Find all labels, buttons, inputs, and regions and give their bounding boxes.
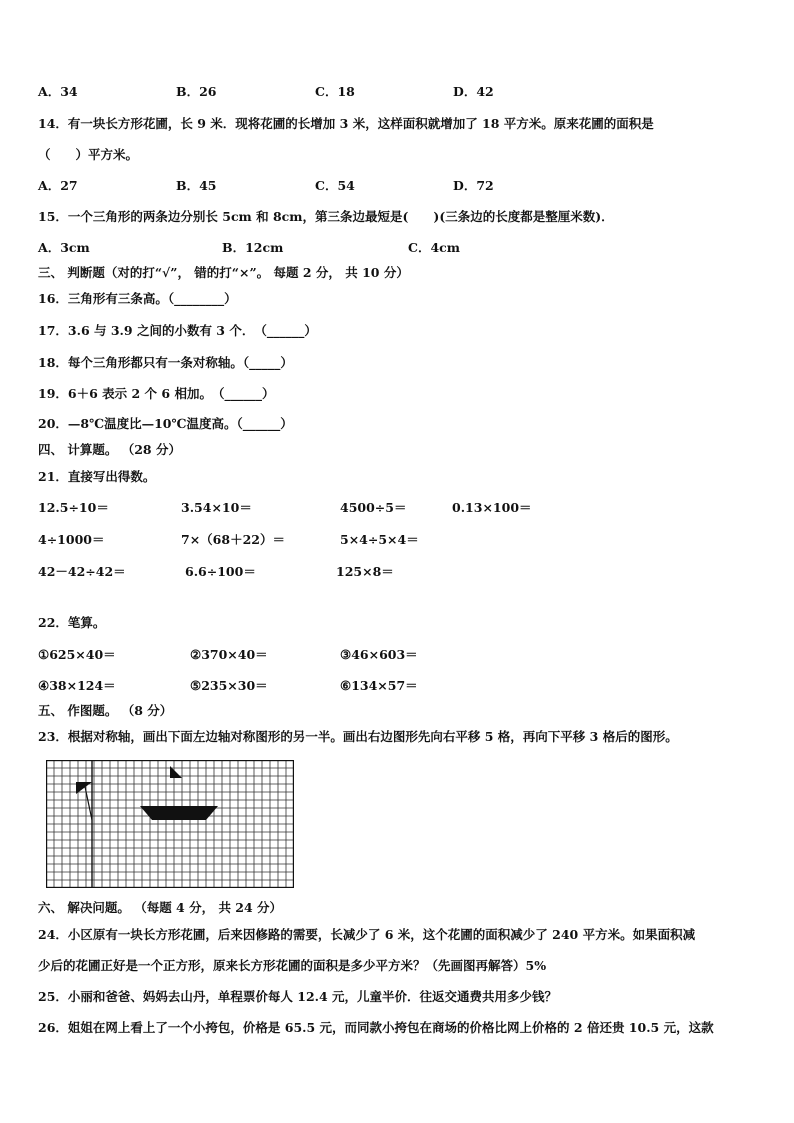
q24-line-2: 少后的花圃正好是一个正方形，原来长方形花圃的面积是多少平方米？（先画图再解答）5% [38,958,547,973]
judge-item-19: 19．6＋6 表示 2 个 6 相加。 （______） [38,386,275,401]
section-3-heading: 三、 判断题（对的打“√”， 错的打“×”。 每题 2 分， 共 10 分） [38,265,409,280]
calc-item: 12.5÷10＝ [38,500,109,515]
q24-line-1: 24．小区原有一块长方形花圃，后来因修路的需要，长减少了 6 米，这个花圃的面积减少了 240 平方米。如果面积减 [38,927,696,942]
calc-item: 42－42÷42＝ [38,564,126,579]
bisuan-item: ⑥134×57＝ [340,678,418,693]
section-5-heading: 五、 作图题。 （8 分） [38,703,173,718]
calc-item: 4500÷5＝ [340,500,407,515]
judge-item-18: 18．每个三角形都只有一条对称轴。（_____） [38,355,293,370]
calc-item: 7×（68＋22）＝ [181,532,285,547]
q14-option-b: B．45 [176,178,217,193]
q22-title: 22．笔算。 [38,615,106,630]
bisuan-item: ①625×40＝ [38,647,116,662]
section-4-heading: 四、 计算题。 （28 分） [38,442,181,457]
section-6-heading: 六、 解决问题。 （每题 4 分， 共 24 分） [38,900,283,915]
judge-item-17: 17．3.6 与 3.9 之间的小数有 3 个． （______） [38,323,317,338]
q23-stem: 23．根据对称轴，画出下面左边轴对称图形的另一半。画出右边图形先向右平移 5 格，再向下平移 3 格后的图形。 [38,729,678,744]
drawing-grid [46,760,294,892]
q13-option-c: C．18 [315,84,355,99]
left-figure-slant-line [84,782,92,820]
calc-item: 125×8＝ [336,564,394,579]
calc-item: 4÷1000＝ [38,532,105,547]
bisuan-item: ④38×124＝ [38,678,116,693]
calc-item: 0.13×100＝ [452,500,532,515]
q25-stem: 25．小丽和爸爸、妈妈去山丹，单程票价每人 12.4 元，儿童半价．往返交通费共用多少钱？ [38,989,558,1004]
q15-option-b: B．12cm [222,240,284,255]
q15-option-a: A．3cm [38,240,90,255]
q14-option-a: A．27 [38,178,78,193]
judge-item-16: 16．三角形有三条高。（________） [38,291,237,306]
calc-item: 3.54×10＝ [181,500,252,515]
judge-item-20: 20．—8℃温度比—10℃温度高。（______） [38,416,293,431]
q13-option-b: B．26 [176,84,217,99]
bisuan-item: ⑤235×30＝ [190,678,268,693]
q14-stem: 14．有一块长方形花圃，长 9 米．现将花圃的长增加 3 米，这样面积就增加了 18 平方米。原来花圃的面积是 [38,116,654,131]
q13-option-d: D．42 [453,84,494,99]
q15-stem: 15．一个三角形的两条边分别长 5cm 和 8cm，第三条边最短是( )(三条边的长度都是整厘米数)． [38,209,614,224]
q14-option-d: D．72 [453,178,494,193]
q14-stem-2: （ ）平方米。 [38,147,139,162]
bisuan-item: ③46×603＝ [340,647,418,662]
q26-stem: 26．姐姐在网上看上了一个小挎包，价格是 65.5 元，而同款小挎包在商场的价格比网上价格的 2 倍还贵 10.5 元，这款 [38,1020,714,1035]
q13-option-a: A．34 [38,84,78,99]
calc-item: 5×4÷5×4＝ [340,532,419,547]
q21-title: 21．直接写出得数。 [38,469,156,484]
q14-option-c: C．54 [315,178,355,193]
trapezoid-shape [140,806,218,820]
q15-option-c: C．4cm [408,240,460,255]
calc-item: 6.6÷100＝ [185,564,256,579]
bisuan-item: ②370×40＝ [190,647,268,662]
